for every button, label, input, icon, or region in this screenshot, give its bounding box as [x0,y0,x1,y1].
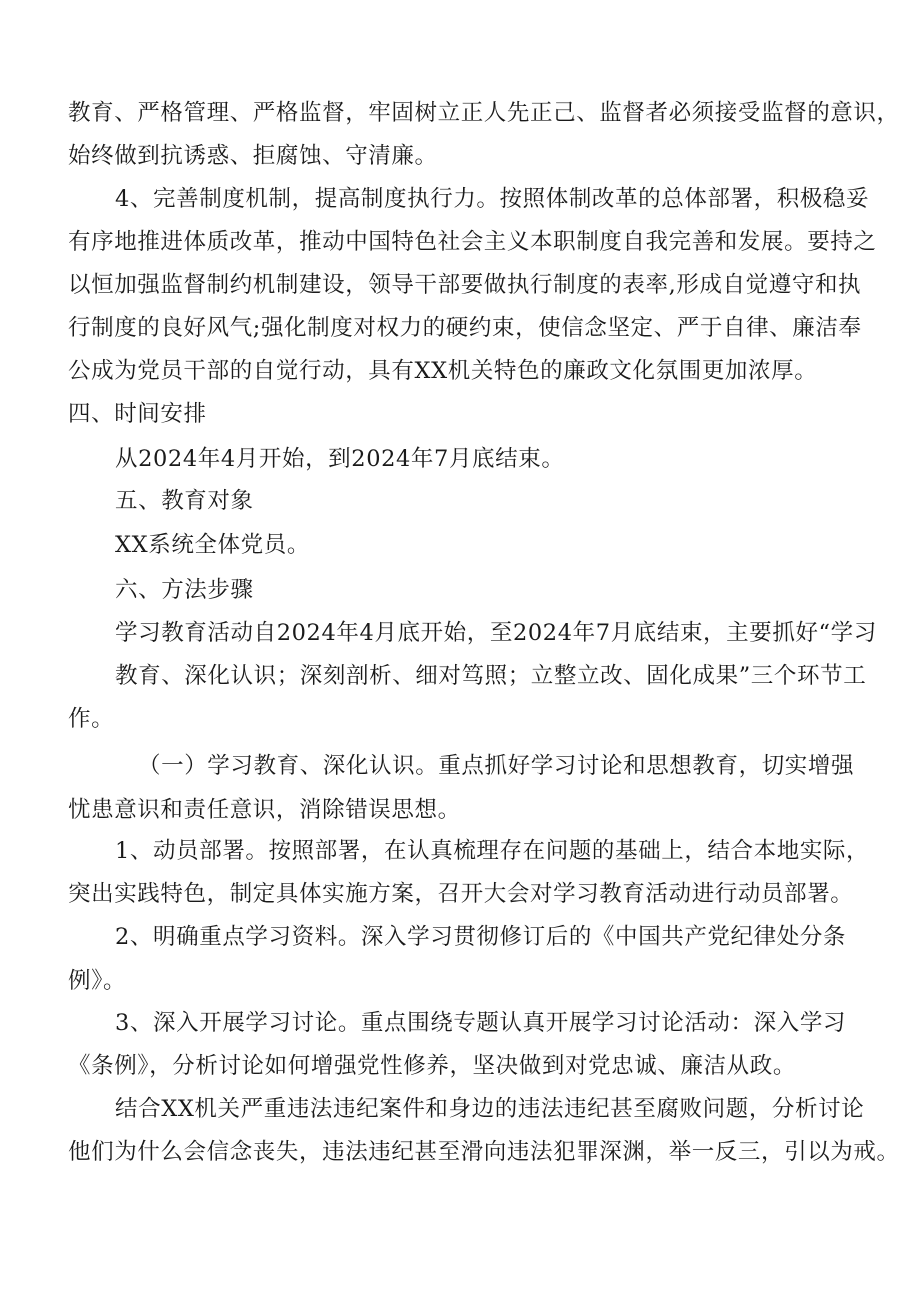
body-text-line: 公成为党员干部的自觉行动，具有XX机关特色的廉政文化氛围更加浓厚。 [68,358,818,384]
body-text-line: 有序地推进体质改革，推动中国特色社会主义本职制度自我完善和发展。要持之 [68,229,877,255]
body-text-line: 始终做到抗诱惑、拒腐蚀、守清廉。 [68,143,438,169]
body-text-line: 4、完善制度机制，提高制度执行力。按照体制改革的总体部署，积极稳妥 [115,186,870,212]
body-text-line: 教育、深化认识；深刻剖析、细对笃照；立整立改、固化成果”三个环节工 [115,663,867,689]
body-text-line: 例》。 [68,968,127,994]
section-heading-schedule: 四、时间安排 [68,401,207,427]
body-text-line: 1、动员部署。按照部署，在认真梳理存在问题的基础上，结合本地实际， [115,838,870,864]
section-heading-audience: 五、教育对象 [115,488,254,514]
body-text-line: 忧患意识和责任意识，消除错误思想。 [68,797,461,823]
body-text-line: 3、深入开展学习讨论。重点围绕专题认真开展学习讨论活动：深入学习 [115,1010,847,1036]
subsection-heading: （一）学习教育、深化认识。重点抓好学习讨论和思想教育，切实增强 [138,753,855,779]
body-text-line: 突出实践特色，制定具体实施方案，召开大会对学习教育活动进行动员部署。 [68,881,854,907]
body-text-line: 学习教育活动自2024年4月底开始，至2024年7月底结束，主要抓好“学习 [115,620,877,646]
body-text-line: 2、明确重点学习资料。深入学习贯彻修订后的《中国共产党纪律处分条 [115,924,847,950]
body-text-line: 结合XX机关严重违法违纪案件和身边的违法违纪甚至腐败问题，分析讨论 [115,1096,865,1122]
body-text-line: 教育、严格管理、严格监督，牢固树立正人先正己、监督者必须接受监督的意识， [68,100,900,126]
body-text-line: 《条例》，分析讨论如何增强党性修养，坚决做到对党忠诚、廉洁从政。 [68,1053,796,1079]
body-text-line: 他们为什么会信念丧失，违法违纪甚至滑向违法犯罪深渊，举一反三，引以为戒。 [68,1139,900,1165]
body-text-line: 以恒加强监督制约机制建设，领导干部要做执行制度的表率,形成自觉遵守和执 [68,272,862,298]
body-text-line: 行制度的良好风气;强化制度对权力的硬约束，使信念坚定、严于自律、廉洁奉 [68,315,862,341]
body-text-line: XX系统全体党员。 [115,532,310,558]
section-heading-methods: 六、方法步骤 [115,577,254,603]
body-text-line: 从2024年4月开始，到2024年7月底结束。 [115,446,565,472]
body-text-line: 作。 [68,706,115,732]
